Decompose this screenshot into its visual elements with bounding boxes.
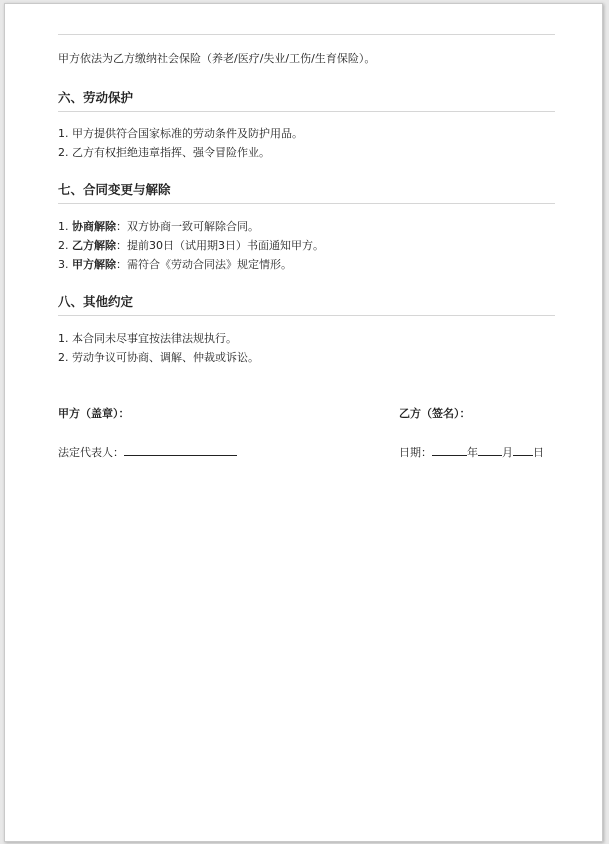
document-page (4, 3, 603, 842)
date-line (399, 444, 544, 460)
section-heading-other-terms: 八、其他约定 (58, 294, 555, 316)
legal-representative-label: 法定代表人： (58, 446, 124, 459)
list-item (58, 351, 259, 365)
list-item (58, 127, 303, 141)
section-heading-contract-change: 七、合同变更与解除 (58, 182, 555, 204)
list-item-number: 1. (58, 332, 72, 345)
list-item (58, 332, 237, 346)
date-label: 日期： (399, 446, 432, 459)
day-char: 日 (533, 446, 544, 459)
party-b-signature-label: 乙方（签名）： (399, 407, 471, 420)
legal-representative-blank (124, 444, 237, 456)
party-a-seal-label: 甲方（盖章）： (58, 407, 130, 420)
list-item-text: 本合同未尽事宜按法律法规执行。 (72, 332, 237, 345)
list-item (58, 258, 292, 272)
month-char: 月 (502, 446, 513, 459)
list-item-number: 2. (58, 351, 72, 364)
list-item-number: 1. (58, 220, 72, 233)
month-blank (478, 444, 502, 456)
year-char: 年 (467, 446, 478, 459)
year-blank (432, 444, 467, 456)
list-item (58, 239, 324, 253)
list-item-number: 3. (58, 258, 72, 271)
list-item-term: 甲方解除 (72, 258, 116, 271)
list-item-text: 甲方提供符合国家标准的劳动条件及防护用品。 (72, 127, 303, 140)
legal-representative-line (58, 444, 237, 460)
list-item-term: 乙方解除 (72, 239, 116, 252)
list-item-term: 协商解除 (72, 220, 116, 233)
section-heading-labor-protection: 六、劳动保护 (58, 90, 555, 112)
list-item-text: 劳动争议可协商、调解、仲裁或诉讼。 (72, 351, 259, 364)
list-item-text: 乙方有权拒绝违章指挥、强令冒险作业。 (72, 146, 270, 159)
social-insurance-paragraph: 甲方依法为乙方缴纳社会保险（养老/医疗/失业/工伤/生育保险）。 (58, 52, 376, 65)
list-item-text: ：提前30日（试用期3日）书面通知甲方。 (116, 239, 324, 252)
list-item (58, 220, 259, 234)
list-item-text: ：双方协商一致可解除合同。 (116, 220, 259, 233)
list-item-number: 2. (58, 146, 72, 159)
list-item-number: 1. (58, 127, 72, 140)
top-divider (58, 34, 555, 35)
list-item-number: 2. (58, 239, 72, 252)
list-item (58, 146, 270, 160)
day-blank (513, 444, 533, 456)
list-item-text: ：需符合《劳动合同法》规定情形。 (116, 258, 292, 271)
